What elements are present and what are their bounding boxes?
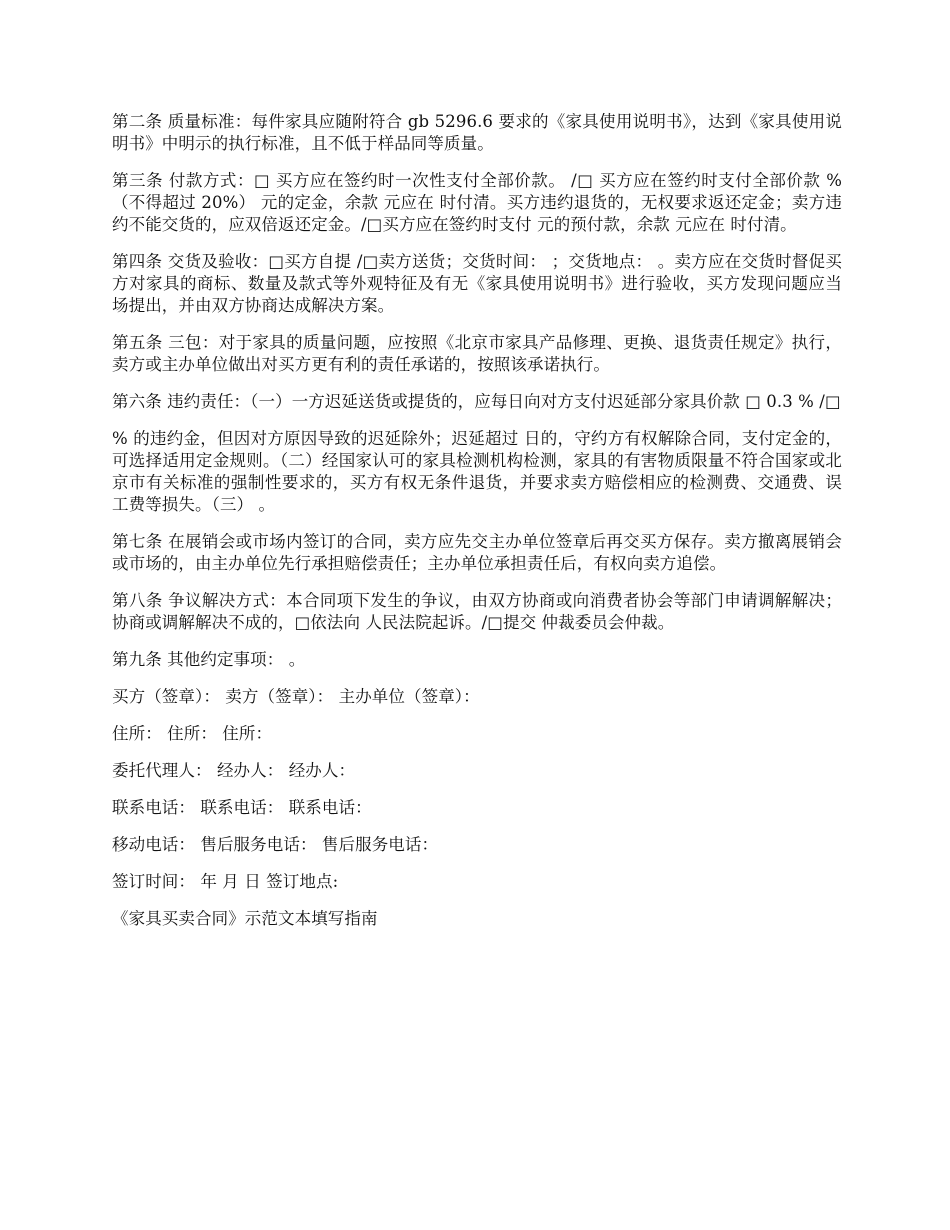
article-8-dispute-resolution: 第八条 争议解决方式：本合同项下发生的争议，由双方协商或向消费者协会等部门申请调解解决；协商或调解解决不成的，□依法向 人民法院起诉。/□提交 仲裁委员会仲裁。 (112, 591, 842, 632)
article-6-breach-liability-continued: % 的违约金，但因对方原因导致的迟延除外；迟延超过 日的，守约方有权解除合同，支付定金的，可选择适用定金规则。（二）经国家认可的家具检测机构检测，家具的有害物质限量不符合国家或北京市有关标准的强制性要求的，买方有权无条件退货，并要求卖方赔偿相应的检测费、交通费、误工费等损失。（三） 。 (112, 429, 842, 514)
guide-heading: 《家具买卖合同》示范文本填写指南 (112, 909, 378, 928)
agent-line: 委托代理人： 经办人： 经办人： (112, 761, 356, 780)
article-6-breach-liability: 第六条 违约责任：（一）一方迟延送货或提货的，应每日向对方支付迟延部分家具价款 □ 0.3 % /□ (112, 392, 841, 411)
phone-line: 联系电话： 联系电话： 联系电话： (112, 798, 372, 817)
article-4-delivery-acceptance: 第四条 交货及验收：□买方自提 /□卖方送货；交货时间： ；交货地点： 。卖方应在交货时督促买方对家具的商标、数量及款式等外观特征及有无《家具使用说明书》进行验收，买方发现问题应当场提出，并由双方协商达成解决方案。 (112, 252, 842, 315)
mobile-service-phone-line: 移动电话： 售后服务电话： 售后服务电话： (112, 835, 439, 854)
document-body (112, 111, 842, 945)
signature-line: 买方（签章）： 卖方（签章）： 主办单位（签章）： (112, 687, 480, 706)
address-line: 住所： 住所： 住所： (112, 724, 273, 743)
article-9-other-matters: 第九条 其他约定事项： 。 (112, 650, 306, 669)
article-2-quality-standard: 第二条 质量标准：每件家具应随附符合 gb 5296.6 要求的《家具使用说明书》，达到《家具使用说明书》中明示的执行标准，且不低于样品同等质量。 (112, 112, 842, 153)
article-3-payment-method: 第三条 付款方式：□ 买方应在签约时一次性支付全部价款。 /□ 买方应在签约时支付全部价款 %（不得超过 20%） 元的定金，余款 元应在 时付清。买方违约退货的，无权要求返还定金；卖方违约不能交货的，应双倍返还定金。/□买方应在签约时支付 元的预付款，余款 元应在 时付清。 (112, 171, 842, 234)
article-5-three-guarantees: 第五条 三包：对于家具的质量问题，应按照《北京市家具产品修理、更换、退货责任规定》执行，卖方或主办单位做出对买方更有利的责任承诺的，按照该承诺执行。 (112, 333, 842, 374)
signing-time-place-line: 签订时间： 年 月 日 签订地点: (112, 872, 339, 891)
article-7-expo-contract: 第七条 在展销会或市场内签订的合同，卖方应先交主办单位签章后再交买方保存。卖方撤离展销会或市场的，由主办单位先行承担赔偿责任；主办单位承担责任后，有权向卖方追偿。 (112, 532, 842, 573)
